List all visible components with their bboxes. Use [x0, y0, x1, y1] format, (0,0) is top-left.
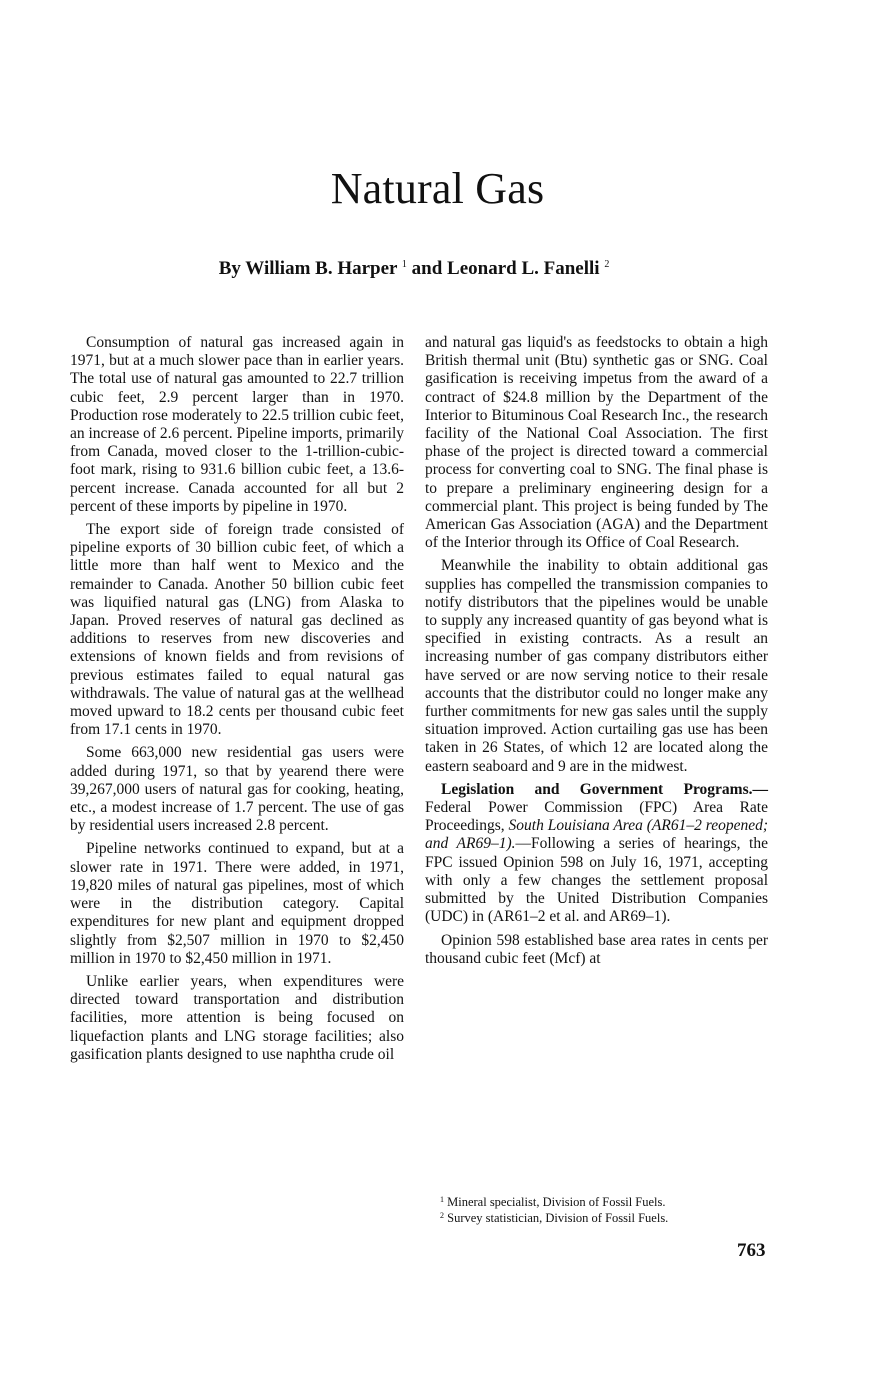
byline-prefix: By: [218, 258, 241, 279]
footnote-mark-1: 1: [401, 259, 407, 270]
paragraph-text: —Following a series of hearings, the FPC issued Opinion 598 on July 16, 1971, accepting with only a few changes the settlement proposal submitted by the United Distribution Companies (UDC) in (AR61–2 et al. and AR69–1).: [425, 835, 768, 926]
footnote-text: Survey statistician, Division of Fossil Fuels.: [447, 1211, 669, 1225]
page-title: Natural Gas: [330, 164, 545, 213]
page-number: 763: [737, 1240, 766, 1261]
footnote-mark: 1: [440, 1195, 444, 1204]
author-1: William B. Harper: [245, 258, 398, 279]
paragraph: Meanwhile the inability to obtain additional gas supplies has compelled the transmission companies to notify distributors that the pipelines would be unable to supply any increased quantity of gas beyond what is specified in existing contracts. As a result an increasing number of gas company distributors either have served or are now serving notice to their resale accounts that the distributor could no longer make any further commitments for new gas sales until the supply situation improved. Action curtailing gas use has been taken in 26 States, of which 12 are located along the eastern seaboard and 9 are in the midwest.: [425, 557, 768, 775]
byline: [0, 258, 828, 280]
byline-and: and: [411, 258, 443, 279]
legislation-paragraph: [425, 781, 768, 927]
paragraph: Unlike earlier years, when expenditures were directed toward transportation and distribution facilities, more attention is being focused on liquefaction plants and LNG storage facilities; also gasification plants designed to use naphtha crude oil: [70, 972, 404, 1063]
footnote-text: Mineral specialist, Division of Fossil Fuels.: [447, 1195, 666, 1209]
paragraph: Pipeline networks continued to expand, but at a slower rate in 1971. There were added, in 1971, 19,820 miles of natural gas pipelines, most of which were in the distribution category. Capital expenditures for new plant and equipment dropped slightly from $2,507 million in 1970 to $2,450 million in 1970 to $2,450 million in 1971.: [70, 840, 404, 967]
paragraph: The export side of foreign trade consisted of pipeline exports of 30 billion cubic feet, of which a little more than half went to Mexico and the remainder to Canada. Another 50 billion cubic feet was liquified natural gas (LNG) from Alaska to Japan. Proved reserves of natural gas declined as additions to reserves from new discoveries and extensions of known fields and from revisions of previous estimates failed to equal natural gas withdrawals. The value of natural gas at the wellhead moved upward to 18.2 cents per thousand cubic feet from 17.1 cents in 1970.: [70, 521, 404, 739]
left-column: [70, 334, 404, 1069]
case-title: South Louisiana Area (AR61–2 reopened; and AR69–1).: [425, 817, 769, 853]
author-2: Leonard L. Fanelli: [447, 258, 600, 279]
footnote-mark-2: 2: [604, 259, 610, 270]
footnotes: [440, 1193, 770, 1225]
section-heading: Legislation and Government Programs.—: [441, 780, 768, 798]
paragraph: Consumption of natural gas increased again in 1971, but at a much slower pace than in earlier years. The total use of natural gas amounted to 22.7 trillion cubic feet, 2.9 percent larger than in 1970. Production rose moderately to 22.5 trillion cubic feet, an increase of 2.6 percent. Pipeline imports, primarily from Canada, moved closer to the 1-trillion-cubic-foot mark, rising to 931.6 billion cubic feet, a 13.6-percent increase. Canada accounted for all but 2 percent of these imports by pipeline in 1970.: [70, 334, 405, 515]
paragraph: and natural gas liquid's as feedstocks to obtain a high British thermal unit (Btu) synthetic gas or SNG. Coal gasification is receiving impetus from the award of a contract of $24.8 million by the Department of the Interior to Bituminous Coal Research Inc., the research facility of the National Coal Association. The first phase of the project is directed toward a commercial process for converting coal to SNG. The final phase is to prepare a preliminary engineering design for a commercial plant. This project is being funded by The American Gas Association (AGA) and the Department of the Interior through its Office of Coal Research.: [425, 334, 768, 552]
footnote: [440, 1193, 770, 1209]
right-column: [425, 334, 768, 973]
footnote: [440, 1209, 770, 1225]
paragraph: Some 663,000 new residential gas users were added during 1971, so that by yearend there were 39,267,000 users of natural gas for cooking, heating, etc., a modest increase of 1.7 percent. The use of gas by residential users increased 2.8 percent.: [70, 744, 404, 835]
footnote-mark: 2: [440, 1211, 444, 1220]
paragraph-text: Federal Power Commission (FPC) Area Rate Proceedings,: [425, 799, 768, 835]
paragraph: Opinion 598 established base area rates in cents per thousand cubic feet (Mcf) at: [425, 931, 768, 967]
